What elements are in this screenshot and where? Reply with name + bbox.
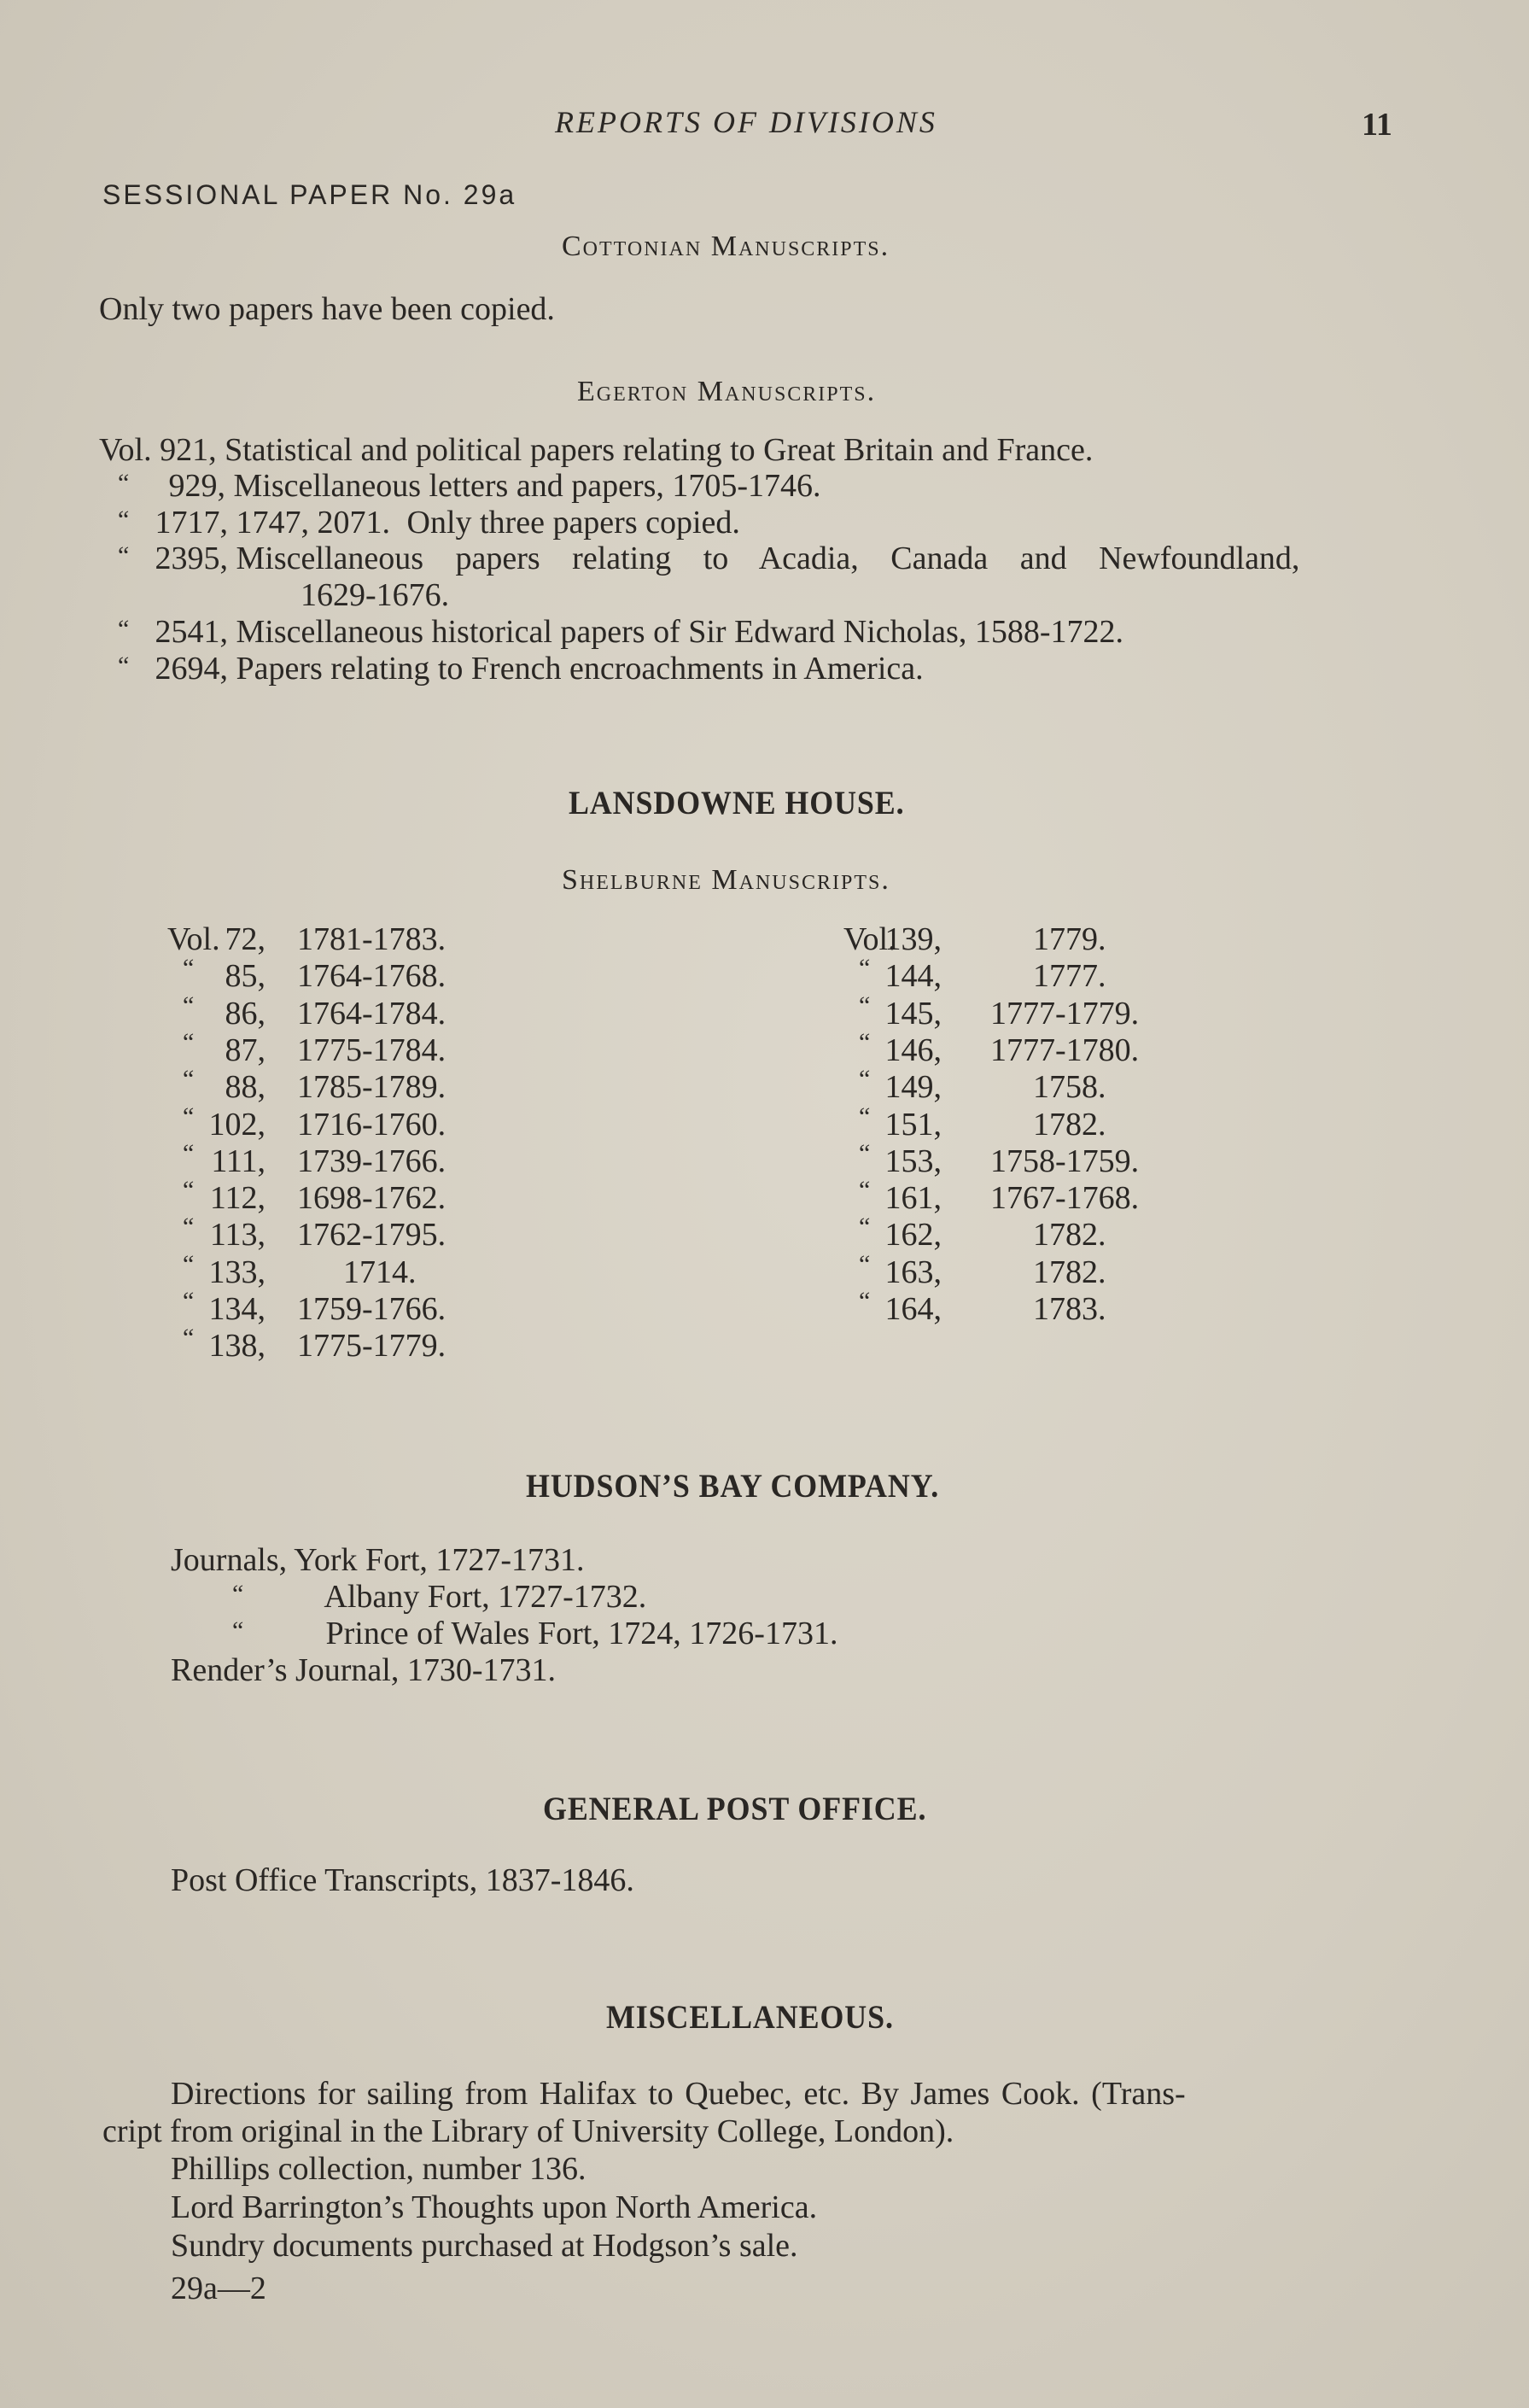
volume-years: 1782. <box>1033 1217 1106 1254</box>
volume-number: 146, <box>884 1032 942 1068</box>
shelburne-volume-row <box>843 1176 1202 1217</box>
volume-years: 1785-1789. <box>297 1069 446 1106</box>
volume-number: 88, <box>225 1069 266 1106</box>
line-text: Albany Fort, 1727-1732. <box>324 1579 647 1615</box>
ditto-mark: “ <box>118 506 130 534</box>
misc-line: Directions for sailing from Halifax to Quebec, etc. By James Cook. (Trans- <box>171 2076 1186 2112</box>
volume-years: 1782. <box>1033 1254 1106 1290</box>
volume-number: 85, <box>225 958 266 995</box>
egerton-entry <box>118 613 1123 651</box>
shelburne-volume-row <box>843 1213 1202 1254</box>
ditto-mark: “ <box>118 615 130 643</box>
volume-number: 138, <box>208 1328 266 1365</box>
post-office-text: Post Office Transcripts, 1837-1846. <box>171 1862 634 1898</box>
volume-years: 1758-1759. <box>990 1143 1140 1179</box>
misc-line: Lord Barrington’s Thoughts upon North America. <box>171 2189 818 2225</box>
ditto-mark: “ <box>183 1213 195 1242</box>
hudsons-bay-line <box>232 1615 837 1652</box>
egerton-entry <box>118 504 740 541</box>
volume-number: 133, <box>208 1254 266 1290</box>
entry-text: Miscellaneous letters and papers, 1705-1746. <box>233 468 821 504</box>
volume-number: 139, <box>884 921 942 957</box>
volume-years: 1759-1766. <box>297 1291 446 1327</box>
ditto-mark: “ <box>183 1102 195 1131</box>
volume-number: 134, <box>208 1291 266 1327</box>
ditto-mark: “ <box>859 1249 871 1278</box>
egerton-entry <box>99 431 1093 469</box>
shelburne-volume-row <box>167 1249 526 1291</box>
line-prefix: Journals, <box>171 1542 288 1578</box>
entry-number: 921, <box>160 432 217 468</box>
entry-number: 2541, <box>155 614 228 650</box>
volume-years: 1698-1762. <box>297 1180 446 1217</box>
egerton-heading: Egerton Manuscripts. <box>577 376 877 407</box>
ditto-mark: “ <box>118 541 130 570</box>
volume-years: 1781-1783. <box>297 921 446 957</box>
volume-number: 112, <box>209 1180 266 1217</box>
shelburne-volume-row <box>843 954 1202 995</box>
entry-prefix: Vol. <box>99 432 152 468</box>
cottonian-heading: Cottonian Manuscripts. <box>562 231 890 262</box>
volume-years: 1764-1784. <box>297 995 446 1032</box>
volume-years: 1739-1766. <box>297 1143 446 1179</box>
page-number: 11 <box>1362 107 1392 143</box>
ditto-mark: “ <box>859 1213 871 1242</box>
shelburne-volume-row <box>843 1027 1202 1069</box>
volume-years: 1714. <box>343 1254 417 1290</box>
signature-mark: 29a—2 <box>171 2271 266 2306</box>
ditto-mark: “ <box>118 469 130 497</box>
hudsons-bay-heading: HUDSON’S BAY COMPANY. <box>526 1468 940 1505</box>
ditto-mark: “ <box>859 1102 871 1131</box>
ditto-mark: “ <box>859 1287 871 1315</box>
shelburne-volume-row <box>167 921 526 958</box>
shelburne-volume-row <box>843 1249 1202 1291</box>
misc-line: Sundry documents purchased at Hodgson’s sale. <box>171 2228 798 2264</box>
ditto-mark: “ <box>183 1138 195 1167</box>
egerton-entry <box>118 467 821 505</box>
volume-years: 1764-1768. <box>297 958 446 995</box>
volume-number: 164, <box>884 1291 942 1327</box>
volume-years: 1783. <box>1033 1291 1106 1327</box>
volume-years: 1716-1760. <box>297 1106 446 1143</box>
lansdowne-heading: LANSDOWNE HOUSE. <box>569 785 905 821</box>
ditto-mark: “ <box>859 1027 871 1056</box>
egerton-entry <box>118 540 1299 577</box>
volume-years: 1779. <box>1033 921 1106 957</box>
shelburne-volume-row <box>843 1138 1202 1180</box>
ditto-mark: “ <box>859 991 871 1020</box>
entry-number: 929, <box>168 468 225 504</box>
entry-number: 1717, 1747, 2071. <box>155 505 390 541</box>
hudsons-bay-line <box>232 1578 646 1616</box>
shelburne-volume-row <box>843 1287 1202 1328</box>
entry-text: Statistical and political papers relating to Great Britain and France. <box>225 432 1094 468</box>
ditto-mark: “ <box>118 652 130 680</box>
ditto-mark: “ <box>183 1065 195 1094</box>
ditto-mark: “ <box>183 1027 195 1056</box>
shelburne-volume-row <box>167 1213 526 1254</box>
shelburne-volume-row <box>167 1324 526 1365</box>
shelburne-volume-row <box>167 1287 526 1328</box>
ditto-mark: “ <box>183 1324 195 1353</box>
ditto-mark: “ <box>183 991 195 1020</box>
cottonian-text: Only two papers have been copied. <box>99 291 555 327</box>
volume-years: 1777-1779. <box>990 995 1140 1032</box>
volume-number: 102, <box>208 1106 266 1143</box>
volume-prefix: Vol. <box>167 921 220 957</box>
ditto-mark: “ <box>183 1249 195 1278</box>
shelburne-volume-row <box>167 954 526 995</box>
volume-number: 144, <box>884 958 942 995</box>
volume-number: 149, <box>884 1069 942 1106</box>
volume-number: 86, <box>225 995 266 1032</box>
shelburne-subheading: Shelburne Manuscripts. <box>562 864 890 896</box>
volume-number: 151, <box>884 1106 942 1143</box>
volume-number: 111, <box>211 1143 266 1179</box>
volume-years: 1762-1795. <box>297 1217 446 1254</box>
ditto-mark: “ <box>183 1287 195 1315</box>
shelburne-volume-row <box>843 921 1202 958</box>
volume-number: 163, <box>884 1254 942 1290</box>
volume-number: 162, <box>884 1217 942 1254</box>
volume-number: 145, <box>884 995 942 1032</box>
egerton-entry <box>118 650 924 687</box>
volume-years: 1775-1784. <box>297 1032 446 1068</box>
entry-number: 2395, <box>155 541 228 576</box>
ditto-mark: “ <box>183 954 195 983</box>
volume-prefix: Vol. <box>843 921 896 957</box>
volume-number: 161, <box>884 1180 942 1217</box>
entry-text: Papers relating to French encroachments in America. <box>236 651 924 687</box>
egerton-entry-continuation: 1629-1676. <box>301 577 450 613</box>
entry-text: Miscellaneous historical papers of Sir Edward Nicholas, 1588-1722. <box>236 614 1123 650</box>
volume-years: 1775-1779. <box>297 1328 446 1365</box>
shelburne-volume-row <box>843 991 1202 1032</box>
shelburne-volume-row <box>167 1176 526 1217</box>
line-text: Prince of Wales Fort, 1724, 1726-1731. <box>325 1616 838 1651</box>
ditto-mark: “ <box>232 1616 244 1645</box>
volume-number: 153, <box>884 1143 942 1179</box>
ditto-mark: “ <box>859 954 871 983</box>
ditto-mark: “ <box>859 1176 871 1205</box>
volume-years: 1777. <box>1033 958 1106 995</box>
volume-years: 1758. <box>1033 1069 1106 1106</box>
sessional-paper-label: SESSIONAL PAPER No. 29a <box>102 179 517 210</box>
hudsons-bay-line: Render’s Journal, 1730-1731. <box>171 1652 557 1688</box>
shelburne-volume-row <box>167 1102 526 1143</box>
volume-number: 72, <box>225 921 266 957</box>
entry-number: 2694, <box>155 651 228 687</box>
entry-text: Miscellaneous papers relating to Acadia, Canada and Newfoundland, <box>236 541 1300 576</box>
ditto-mark: “ <box>859 1138 871 1167</box>
miscellaneous-heading: MISCELLANEOUS. <box>606 1999 894 2036</box>
volume-number: 113, <box>209 1217 266 1254</box>
misc-line: cript from original in the Library of University College, London). <box>102 2113 954 2149</box>
volume-years: 1777-1780. <box>990 1032 1140 1068</box>
ditto-mark: “ <box>183 1176 195 1205</box>
volume-years: 1767-1768. <box>990 1180 1140 1217</box>
shelburne-volume-row <box>167 1065 526 1106</box>
post-office-heading: GENERAL POST OFFICE. <box>543 1791 927 1827</box>
running-title: REPORTS OF DIVISIONS <box>555 105 937 139</box>
line-text: York Fort, 1727-1731. <box>294 1542 585 1578</box>
shelburne-volume-row <box>167 1027 526 1069</box>
shelburne-volume-row <box>167 991 526 1032</box>
hudsons-bay-line <box>171 1541 585 1579</box>
volume-years: 1782. <box>1033 1106 1106 1143</box>
volume-number: 87, <box>225 1032 266 1068</box>
ditto-mark: “ <box>232 1580 244 1608</box>
shelburne-volume-row <box>167 1138 526 1180</box>
ditto-mark: “ <box>859 1065 871 1094</box>
misc-line: Phillips collection, number 136. <box>171 2151 587 2187</box>
shelburne-volume-row <box>843 1102 1202 1143</box>
entry-text: Only three papers copied. <box>406 505 740 541</box>
shelburne-volume-row <box>843 1065 1202 1106</box>
